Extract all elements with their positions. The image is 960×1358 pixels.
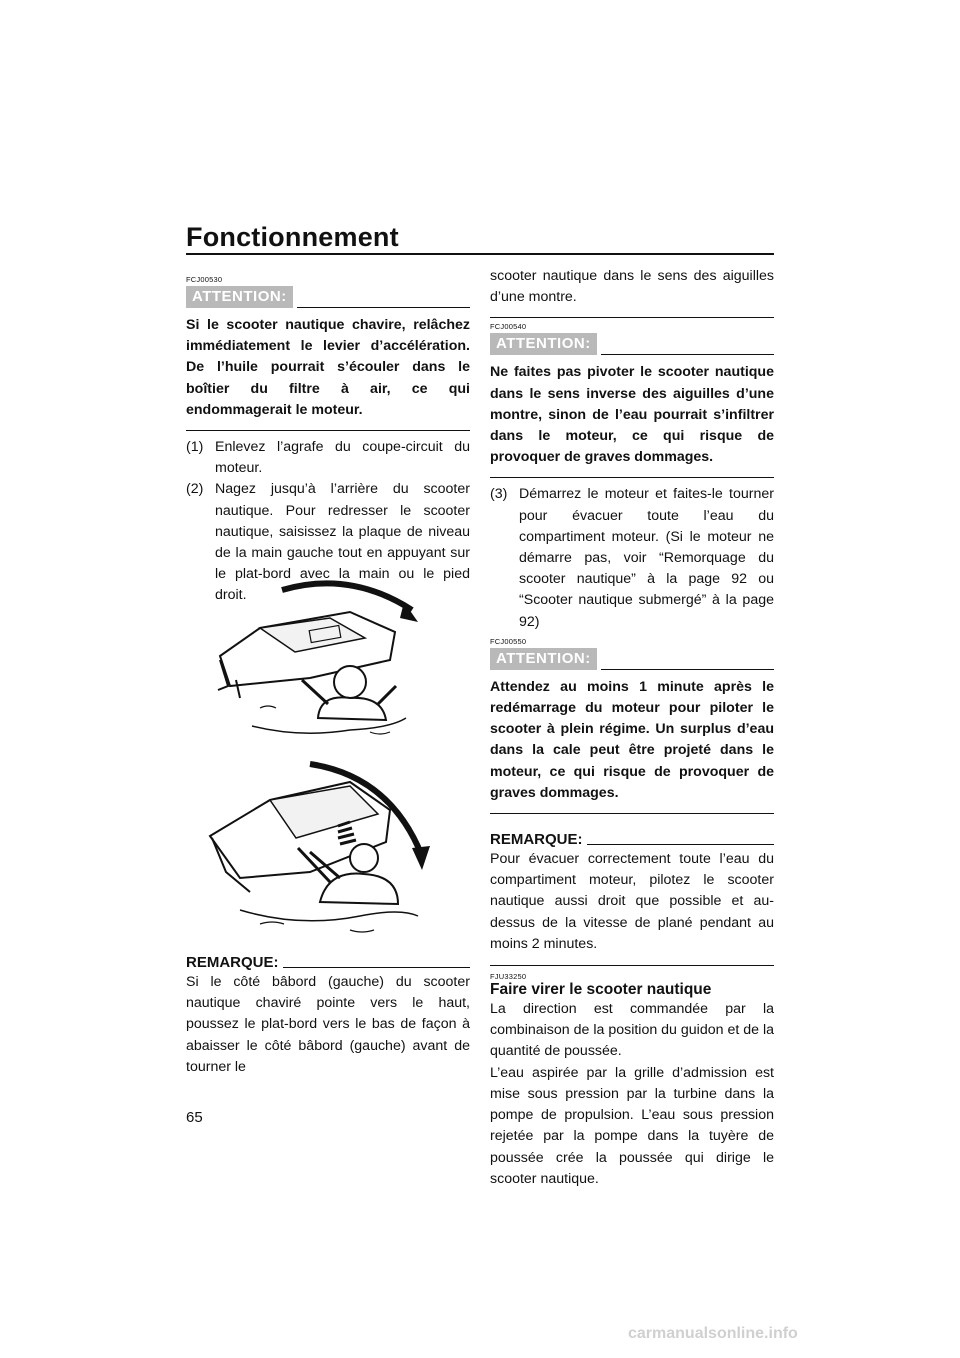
swimmer-head	[350, 844, 378, 872]
swimmer-body	[320, 874, 398, 904]
rotation-arrow-head	[412, 846, 430, 870]
attention-header	[186, 286, 470, 308]
watermark: carmanualsonline.info	[628, 1325, 798, 1342]
step-text: Démarrez le moteur et faites-le tourner pour évacuer toute l’eau du compartiment moteur. (Si le moteur ne démarre pas, voir “Remorquage du scooter nautique” à la page 92 ou “Scooter nautique submergé” à la page 92)	[519, 486, 774, 630]
attention-header-line	[601, 353, 774, 355]
attention-header-line	[601, 668, 774, 670]
attention-badge: ATTENTION:	[490, 648, 597, 670]
remark-label: REMARQUE:	[490, 831, 583, 849]
remark-header	[490, 830, 774, 849]
rotation-arrow-arc	[282, 583, 412, 610]
remark-text: Pour évacuer correctement toute l’eau du compartiment moteur, pilotez le scooter nautique aussi droit que possible et au-dessus de la vitesse de plané pendant au moins 2 minutes.	[490, 851, 774, 952]
step-text: Enlevez l’agrafe du coupe-circuit du moteur.	[215, 439, 470, 477]
attention-code: FCJ00540	[490, 322, 527, 332]
attention-text: Si le scooter nautique chavire, relâchez immédiatement le levier d’accélération. De l’huile pourrait s’écouler dans le boîtier du filtre à air, ce qui endommagerait le moteur.	[186, 317, 470, 418]
section-paragraph-1: La direction est commandée par la combinaison de la position du guidon et de la quantité de poussée.	[490, 1001, 774, 1060]
attention-code: FCJ00550	[490, 636, 527, 646]
remark-label: REMARQUE:	[186, 954, 279, 971]
title-rule	[186, 253, 774, 255]
attention-header	[490, 648, 774, 670]
attention-code: FCJ00530	[186, 275, 223, 284]
step-number: (3)	[490, 486, 508, 503]
remark-header-line	[587, 843, 775, 845]
page-number: 65	[186, 1109, 203, 1126]
remark-text: Si le côté bâbord (gauche) du scooter nautique chaviré pointe vers le haut, poussez le plat-bord vers le bas de façon à abaisser le côté bâbord (gauche) avant de tourner le	[186, 974, 470, 1075]
swimmer-head	[334, 666, 366, 698]
capsized-craft-illustration-2	[200, 752, 430, 940]
section-code: FJU33250	[490, 972, 527, 982]
water-line	[240, 910, 418, 921]
attention-text: Ne faites pas pivoter le scooter nautique dans le sens inverse des aiguilles d’une montre, sinon de l’eau pourrait s’infiltrer dans le moteur, ce qui risque de provoquer de graves dommages.	[490, 364, 774, 466]
step-text: Nagez jusqu’à l’arrière du scooter nautique. Pour redresser le scooter nautique, saisissez la plaque de niveau de la main gauche tout en appuyant sur le plat-bord avec la main ou le pied droit.	[215, 481, 470, 604]
water-ripple	[260, 922, 374, 932]
capsized-craft-illustration-1	[200, 568, 420, 740]
step-1	[186, 437, 470, 479]
attention-badge: ATTENTION:	[186, 286, 293, 308]
right-column	[490, 266, 774, 1190]
attention-text: Attendez au moins 1 minute après le redémarrage du moteur pour piloter le scooter à plein régime. Un surplus d’eau dans la cale peut être projeté dans le moteur, ce qui risque de provoquer de graves dommages.	[490, 678, 774, 801]
attention-badge: ATTENTION:	[490, 333, 597, 355]
left-column-bottom	[186, 953, 470, 1078]
step-number: (1)	[186, 439, 204, 456]
continuation-text: scooter nautique dans le sens des aiguilles d’une montre.	[490, 268, 774, 306]
page-title: Fonctionnement	[186, 222, 399, 252]
step-number: (2)	[186, 481, 204, 498]
section-paragraph-2: L’eau aspirée par la grille d’admission est mise sous pression par la turbine dans la pompe de propulsion. L’eau sous pression rejetée par la pompe dans la tuyère de poussée crée la poussée qui dirige le scooter nautique.	[490, 1064, 774, 1187]
remark-header-line	[283, 966, 471, 968]
remark-header	[186, 953, 470, 972]
left-column-top	[186, 275, 470, 607]
section-heading: Faire virer le scooter nautique	[490, 981, 712, 999]
swimmer-body	[318, 697, 386, 720]
attention-header-line	[297, 306, 470, 308]
step-3	[490, 484, 774, 632]
attention-header	[490, 333, 774, 355]
